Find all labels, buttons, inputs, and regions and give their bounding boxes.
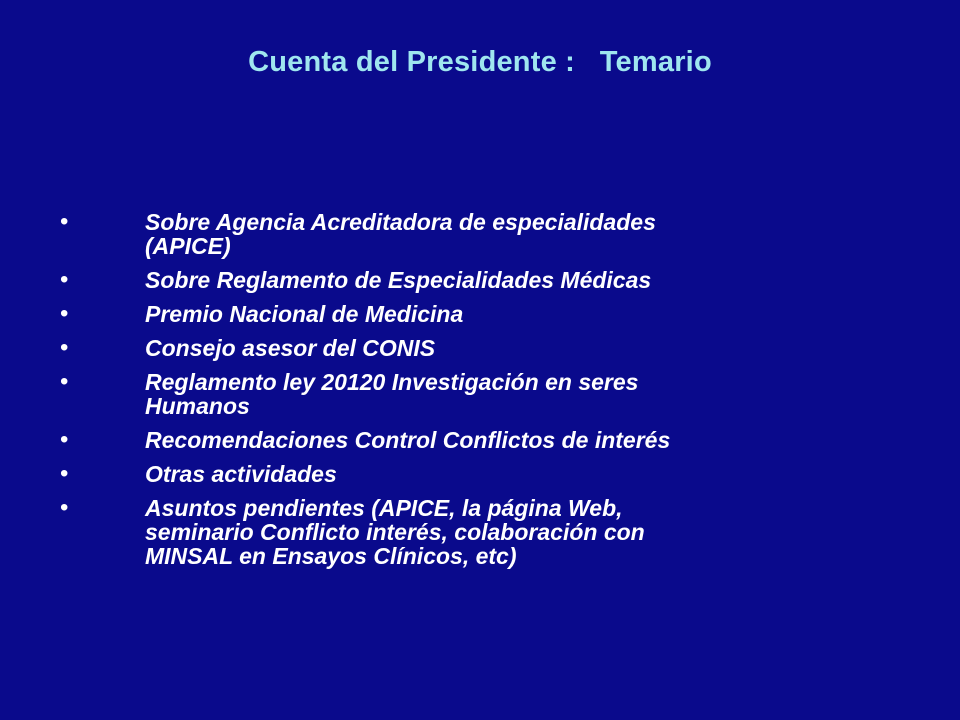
- bullet-icon: •: [60, 494, 69, 521]
- bullet-icon: •: [60, 208, 69, 235]
- slide-title: Cuenta del Presidente : Temario: [248, 46, 712, 78]
- list-item: [0, 268, 960, 292]
- list-item-text: Sobre Reglamento de Especialidades Médicas: [145, 267, 652, 293]
- list-item: [0, 462, 960, 486]
- bullet-list: [0, 210, 960, 578]
- list-item: [0, 428, 960, 452]
- list-item: [0, 336, 960, 360]
- list-item-text: Sobre Agencia Acreditadora de especialidades (APICE): [145, 209, 656, 259]
- list-item-text: Recomendaciones Control Conflictos de interés: [145, 427, 671, 453]
- bullet-icon: •: [60, 266, 69, 293]
- bullet-icon: •: [60, 368, 69, 395]
- bullet-icon: •: [60, 426, 69, 453]
- list-item-text: Reglamento ley 20120 Investigación en seres Humanos: [145, 369, 639, 419]
- list-item: [0, 302, 960, 326]
- bullet-icon: •: [60, 300, 69, 327]
- list-item: [0, 496, 960, 568]
- bullet-icon: •: [60, 334, 69, 361]
- list-item-text: Premio Nacional de Medicina: [145, 301, 464, 327]
- list-item: [0, 370, 960, 418]
- list-item: [0, 210, 960, 258]
- list-item-text: Otras actividades: [145, 461, 337, 487]
- bullet-icon: •: [60, 460, 69, 487]
- list-item-text: Asuntos pendientes (APICE, la página Web, seminario Conflicto interés, colaboración con MINSAL en Ensayos Clínicos, etc): [145, 495, 645, 569]
- list-item-text: Consejo asesor del CONIS: [145, 335, 436, 361]
